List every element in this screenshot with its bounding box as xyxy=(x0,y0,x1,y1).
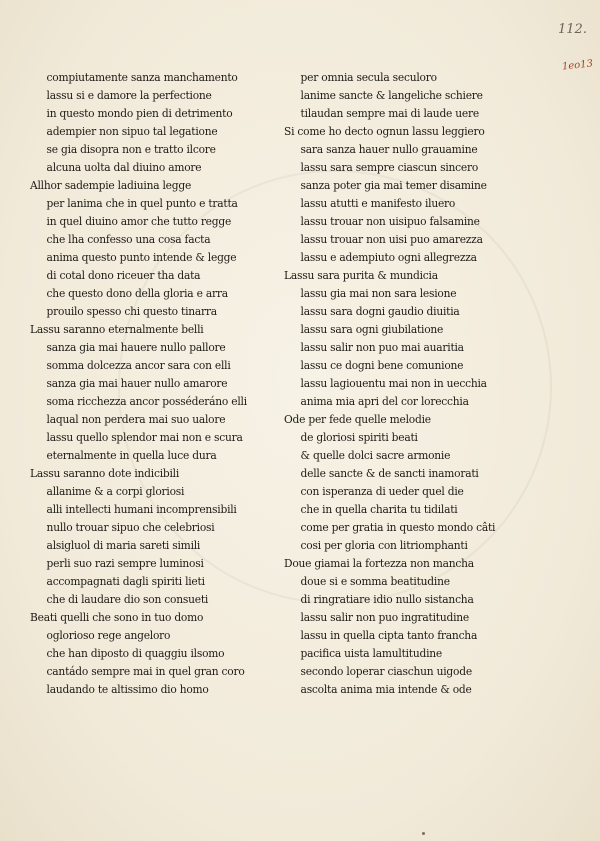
verse-line: perli suo razi sempre luminosi xyxy=(46,556,204,570)
verse-line: che questo dono della gloria e arra xyxy=(46,286,228,300)
text-column-right xyxy=(284,68,524,698)
verse-line: & quelle dolci sacre armonie xyxy=(300,448,451,462)
verse-line: sanza gia mai hauere nullo pallore xyxy=(46,340,226,354)
verse-line: anima questo punto intende & legge xyxy=(46,250,237,264)
verse-line: sanza gia mai hauer nullo amarore xyxy=(46,376,228,390)
verse-line: lassu quello splendor mai non e scura xyxy=(46,430,243,444)
verse-line: lassu gia mai non sara lesione xyxy=(300,286,457,300)
verse-line: accompagnati dagli spiriti lieti xyxy=(46,574,205,588)
verse-line: Si come ho decto ognun lassu leggiero xyxy=(284,124,485,138)
verse-line: anima mia apri del cor lorecchia xyxy=(300,394,469,408)
verse-line: se gia disopra non e tratto ilcore xyxy=(46,142,216,156)
verse-line: per lanima che in quel punto e tratta xyxy=(46,196,238,210)
verse-line: Allhor sadempie ladiuina legge xyxy=(30,178,192,192)
verse-line: lassu trouar non uisi puo amarezza xyxy=(300,232,483,246)
verse-line: Doue giamai la fortezza non mancha xyxy=(284,556,474,570)
verse-line: alli intellecti humani incomprensibili xyxy=(46,502,237,516)
verse-line: alsigluol di maria sareti simili xyxy=(46,538,201,552)
verse-line: che han diposto di quaggiu ilsomo xyxy=(46,646,225,660)
verse-line: lassu trouar non uisipuo falsamine xyxy=(300,214,480,228)
verse-line: oglorioso rege angeloro xyxy=(46,628,171,642)
verse-line: sanza poter gia mai temer disamine xyxy=(300,178,487,192)
text-column-left xyxy=(30,68,280,698)
verse-line: lanime sancte & langeliche schiere xyxy=(300,88,483,102)
verse-line: doue si e somma beatitudine xyxy=(300,574,450,588)
verse-line: compiutamente sanza manchamento xyxy=(46,70,238,84)
verse-line: cantádo sempre mai in quel gran coro xyxy=(46,664,245,678)
paper-speck xyxy=(422,832,425,835)
verse-line: tilaudan sempre mai di laude uere xyxy=(300,106,479,120)
verse-line: lassu si e damore la perfectione xyxy=(46,88,212,102)
verse-line: lassu ce dogni bene comunione xyxy=(300,358,464,372)
verse-line: che di laudare dio son consueti xyxy=(46,592,209,606)
verse-line: Beati quelli che sono in tuo domo xyxy=(30,610,204,624)
shelfmark-note: 1eo13 xyxy=(561,58,594,73)
verse-line: adempier non sipuo tal legatione xyxy=(46,124,218,138)
verse-line: nullo trouar sipuo che celebriosi xyxy=(46,520,215,534)
verse-line: che lha confesso una cosa facta xyxy=(46,232,211,246)
verse-line: alcuna uolta dal diuino amore xyxy=(46,160,202,174)
verse-line: prouilo spesso chi questo tinarra xyxy=(46,304,217,318)
verse-line: laudando te altissimo dio homo xyxy=(46,682,209,696)
verse-line: Lassu saranno eternalmente belli xyxy=(30,322,204,336)
verse-line: lassu sara sempre ciascun sincero xyxy=(300,160,479,174)
verse-line: che in quella charita tu tidilati xyxy=(300,502,458,516)
verse-line: di ringratiare idio nullo sistancha xyxy=(300,592,474,606)
verse-line: con isperanza di ueder quel die xyxy=(300,484,464,498)
verse-line: Lassu sara purita & mundicia xyxy=(284,268,438,282)
verse-line: come per gratia in questo mondo câti xyxy=(300,520,496,534)
verse-line: di cotal dono riceuer tha data xyxy=(46,268,201,282)
verse-line: soma ricchezza ancor posséderáno elli xyxy=(46,394,247,408)
verse-line: lassu lagiouentu mai non in uecchia xyxy=(300,376,487,390)
verse-line: de gloriosi spiriti beati xyxy=(300,430,418,444)
verse-line: lassu atutti e manifesto iluero xyxy=(300,196,456,210)
folio-number: 112. xyxy=(558,22,587,37)
verse-line: lassu in quella cipta tanto francha xyxy=(300,628,478,642)
verse-line: ascolta anima mia intende & ode xyxy=(300,682,472,696)
verse-line: lassu e adempiuto ogni allegrezza xyxy=(300,250,477,264)
verse-line: lassu sara dogni gaudio diuitia xyxy=(300,304,460,318)
verse-line: Lassu saranno dote indicibili xyxy=(30,466,180,480)
verse-line: Ode per fede quelle melodie xyxy=(284,412,431,426)
verse-line: cosi per gloria con litriomphanti xyxy=(300,538,468,552)
verse-line: pacifica uista lamultitudine xyxy=(300,646,443,660)
verse-line: delle sancte & de sancti inamorati xyxy=(300,466,479,480)
verse-line: laqual non perdera mai suo ualore xyxy=(46,412,226,426)
verse-line: sara sanza hauer nullo grauamine xyxy=(300,142,478,156)
verse-line: secondo loperar ciaschun uigode xyxy=(300,664,472,678)
verse-line: lassu salir non puo ingratitudine xyxy=(300,610,470,624)
verse-line: lassu sara ogni giubilatione xyxy=(300,322,444,336)
verse-line: allanime & a corpi gloriosi xyxy=(46,484,185,498)
verse-line: per omnia secula seculoro xyxy=(300,70,437,84)
verse-line: somma dolcezza ancor sara con elli xyxy=(46,358,231,372)
verse-line: in quel diuino amor che tutto regge xyxy=(46,214,232,228)
verse-line: lassu salir non puo mai auaritia xyxy=(300,340,464,354)
verse-line: in questo mondo pien di detrimento xyxy=(46,106,233,120)
verse-line: eternalmente in quella luce dura xyxy=(46,448,217,462)
